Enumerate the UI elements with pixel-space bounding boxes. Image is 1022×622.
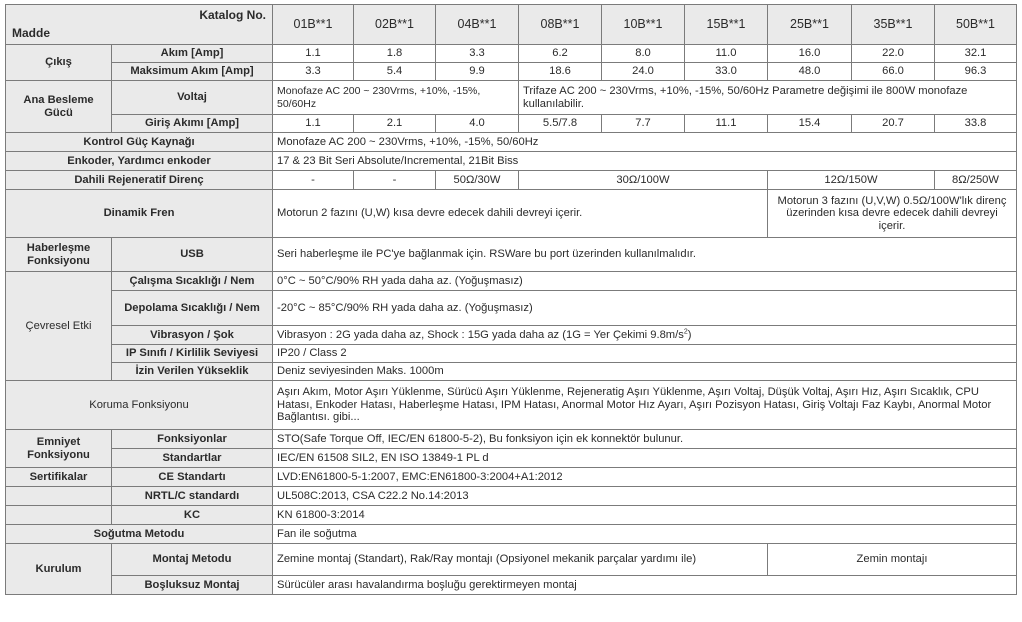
header-row (6, 5, 1017, 45)
table-cell: 96.3 (935, 63, 1017, 81)
row-label: Kontrol Güç Kaynağı (6, 133, 273, 152)
table-cell: Monofaze AC 200 ~ 230Vrms, +10%, -15%, 50/60Hz (273, 81, 519, 115)
table-cell: 3.3 (273, 63, 354, 81)
table-cell: Zemin montajı (768, 544, 1017, 576)
table-cell: Fan ile soğutma (273, 525, 1017, 544)
table-cell: 33.8 (935, 115, 1017, 133)
table-row (6, 45, 1017, 63)
table-row (6, 291, 1017, 326)
row-label: Maksimum Akım [Amp] (112, 63, 273, 81)
row-label: NRTL/C standardı (112, 487, 273, 506)
table-cell: 17 & 23 Bit Seri Absolute/Incremental, 21Bit Biss (273, 152, 1017, 171)
row-label: Voltaj (112, 81, 273, 115)
row-label: CE Standartı (112, 468, 273, 487)
table-row (6, 487, 1017, 506)
table-cell: 5.4 (354, 63, 436, 81)
table-cell: Trifaze AC 200 ~ 230Vrms, +10%, -15%, 50/60Hz Parametre değişimi ile 800W monofaze kullanılabilir. (519, 81, 1017, 115)
row-label: IP Sınıfı / Kirlilik Seviyesi (112, 345, 273, 363)
model-header: 08B**1 (519, 5, 602, 45)
table-row (6, 468, 1017, 487)
row-label: Çalışma Sıcaklığı / Nem (112, 272, 273, 291)
table-cell (273, 326, 1017, 345)
table-cell: 1.8 (354, 45, 436, 63)
table-cell: IEC/EN 61508 SIL2, EN ISO 13849-1 PL d (273, 449, 1017, 468)
vibration-sup: 2 (683, 327, 688, 335)
table-row (6, 363, 1017, 381)
row-label: Akım [Amp] (112, 45, 273, 63)
table-cell: 22.0 (852, 45, 935, 63)
header-corner (6, 5, 273, 45)
table-cell: 6.2 (519, 45, 602, 63)
model-header: 10B**1 (602, 5, 685, 45)
table-cell: LVD:EN61800-5-1:2007, EMC:EN61800-3:2004+A1:2012 (273, 468, 1017, 487)
table-row (6, 171, 1017, 190)
row-label: Dahili Rejeneratif Direnç (6, 171, 273, 190)
table-row (6, 133, 1017, 152)
table-cell: 18.6 (519, 63, 602, 81)
table-cell: 4.0 (436, 115, 519, 133)
table-row (6, 63, 1017, 81)
row-label: Standartlar (112, 449, 273, 468)
table-cell: 5.5/7.8 (519, 115, 602, 133)
table-row (6, 115, 1017, 133)
table-row (6, 506, 1017, 525)
group-label: Sertifikalar (6, 468, 112, 487)
vibration-text: Vibrasyon : 2G yada daha az, Shock : 15G yada daha az (1G = Yer Çekimi 9.8m/s (277, 328, 684, 341)
table-cell: KN 61800-3:2014 (273, 506, 1017, 525)
table-cell: Motorun 2 fazını (U,W) kısa devre edecek dahili devreyi içerir. (273, 190, 768, 238)
table-row (6, 326, 1017, 345)
table-cell: 33.0 (685, 63, 768, 81)
table-cell: 16.0 (768, 45, 852, 63)
row-label: Dinamik Fren (6, 190, 273, 238)
table-row (6, 81, 1017, 115)
group-label-empty (6, 487, 112, 506)
table-cell: Deniz seviyesinden Maks. 1000m (273, 363, 1017, 381)
table-row (6, 190, 1017, 238)
table-cell: 8.0 (602, 45, 685, 63)
table-cell: Sürücüler arası havalandırma boşluğu gerektirmeyen montaj (273, 576, 1017, 595)
table-row (6, 576, 1017, 595)
table-cell: 2.1 (354, 115, 436, 133)
table-cell: 11.1 (685, 115, 768, 133)
model-header: 04B**1 (436, 5, 519, 45)
katalog-label: Katalog No. (199, 8, 266, 22)
table-row (6, 544, 1017, 576)
table-cell: STO(Safe Torque Off, IEC/EN 61800-5-2), Bu fonksiyon için ek konnektör bulunur. (273, 430, 1017, 449)
table-cell: Motorun 3 fazını (U,V,W) 0.5Ω/100W'lık direnç üzerinden kısa devre edecek dahili devreyi içerir. (768, 190, 1017, 238)
row-label: Depolama Sıcaklığı / Nem (112, 291, 273, 326)
table-cell: 48.0 (768, 63, 852, 81)
spec-table (5, 4, 1017, 595)
table-cell: 8Ω/250W (935, 171, 1017, 190)
group-label: Emniyet Fonksiyonu (6, 430, 112, 468)
group-label-empty (6, 506, 112, 525)
table-cell: 0°C ~ 50°C/90% RH yada daha az. (Yoğuşmasız) (273, 272, 1017, 291)
table-cell: IP20 / Class 2 (273, 345, 1017, 363)
model-header: 01B**1 (273, 5, 354, 45)
row-label: Montaj Metodu (112, 544, 273, 576)
row-label: Giriş Akımı [Amp] (112, 115, 273, 133)
vibration-end: ) (687, 328, 692, 341)
table-cell: - (354, 171, 436, 190)
table-cell: Monofaze AC 200 ~ 230Vrms, +10%, -15%, 50/60Hz (273, 133, 1017, 152)
table-cell: 1.1 (273, 115, 354, 133)
table-cell: -20°C ~ 85°C/90% RH yada daha az. (Yoğuşmasız) (273, 291, 1017, 326)
group-label: Ana Besleme Gücü (6, 81, 112, 133)
table-cell: 20.7 (852, 115, 935, 133)
row-label: Vibrasyon / Şok (112, 326, 273, 345)
model-header: 25B**1 (768, 5, 852, 45)
row-label: Enkoder, Yardımcı enkoder (6, 152, 273, 171)
table-row (6, 152, 1017, 171)
group-label: Haberleşme Fonksiyonu (6, 238, 112, 272)
table-row (6, 238, 1017, 272)
group-label: Çıkış (6, 45, 112, 81)
row-label: Koruma Fonksiyonu (6, 381, 273, 430)
model-header: 50B**1 (935, 5, 1017, 45)
madde-label: Madde (12, 26, 51, 41)
group-label: Çevresel Etki (6, 272, 112, 381)
table-cell: 66.0 (852, 63, 935, 81)
table-row (6, 272, 1017, 291)
model-header: 15B**1 (685, 5, 768, 45)
table-cell: UL508C:2013, CSA C22.2 No.14:2013 (273, 487, 1017, 506)
table-cell: - (273, 171, 354, 190)
table-cell: Zemine montaj (Standart), Rak/Ray montajı (Opsiyonel mekanik parçalar yardımı ile) (273, 544, 768, 576)
table-cell: 30Ω/100W (519, 171, 768, 190)
table-row (6, 430, 1017, 449)
table-cell: 50Ω/30W (436, 171, 519, 190)
row-label: KC (112, 506, 273, 525)
table-row (6, 525, 1017, 544)
model-header: 35B**1 (852, 5, 935, 45)
row-label: Boşluksuz Montaj (112, 576, 273, 595)
table-cell: Aşırı Akım, Motor Aşırı Yüklenme, Sürücü Aşırı Yüklenme, Rejeneratig Aşırı Yüklenme, Aşırı Voltaj, Düşük Voltaj, Aşırı Hız, Aşırı Sıcaklık, CPU Hatası, Enkoder Hatası, Haberleşme Hatası, IPM Hatası, Anormal Motor Hız Ayarı, Aşırı Pozisyon Hatası, Giriş Voltajı Faz Kaybı, Anormal Motor Bağlantısı. gibi... (273, 381, 1017, 430)
table-cell: 24.0 (602, 63, 685, 81)
table-cell: 9.9 (436, 63, 519, 81)
model-header: 02B**1 (354, 5, 436, 45)
group-label: Kurulum (6, 544, 112, 595)
table-row (6, 381, 1017, 430)
table-row (6, 449, 1017, 468)
row-label: Fonksiyonlar (112, 430, 273, 449)
row-label: İzin Verilen Yükseklik (112, 363, 273, 381)
table-cell: 1.1 (273, 45, 354, 63)
table-cell: 32.1 (935, 45, 1017, 63)
row-label: USB (112, 238, 273, 272)
table-cell: 12Ω/150W (768, 171, 935, 190)
table-cell: Seri haberleşme ile PC'ye bağlanmak için. RSWare bu port üzerinden kullanılmalıdır. (273, 238, 1017, 272)
table-cell: 7.7 (602, 115, 685, 133)
table-cell: 3.3 (436, 45, 519, 63)
table-cell: 11.0 (685, 45, 768, 63)
table-cell: 15.4 (768, 115, 852, 133)
table-row (6, 345, 1017, 363)
row-label: Soğutma Metodu (6, 525, 273, 544)
